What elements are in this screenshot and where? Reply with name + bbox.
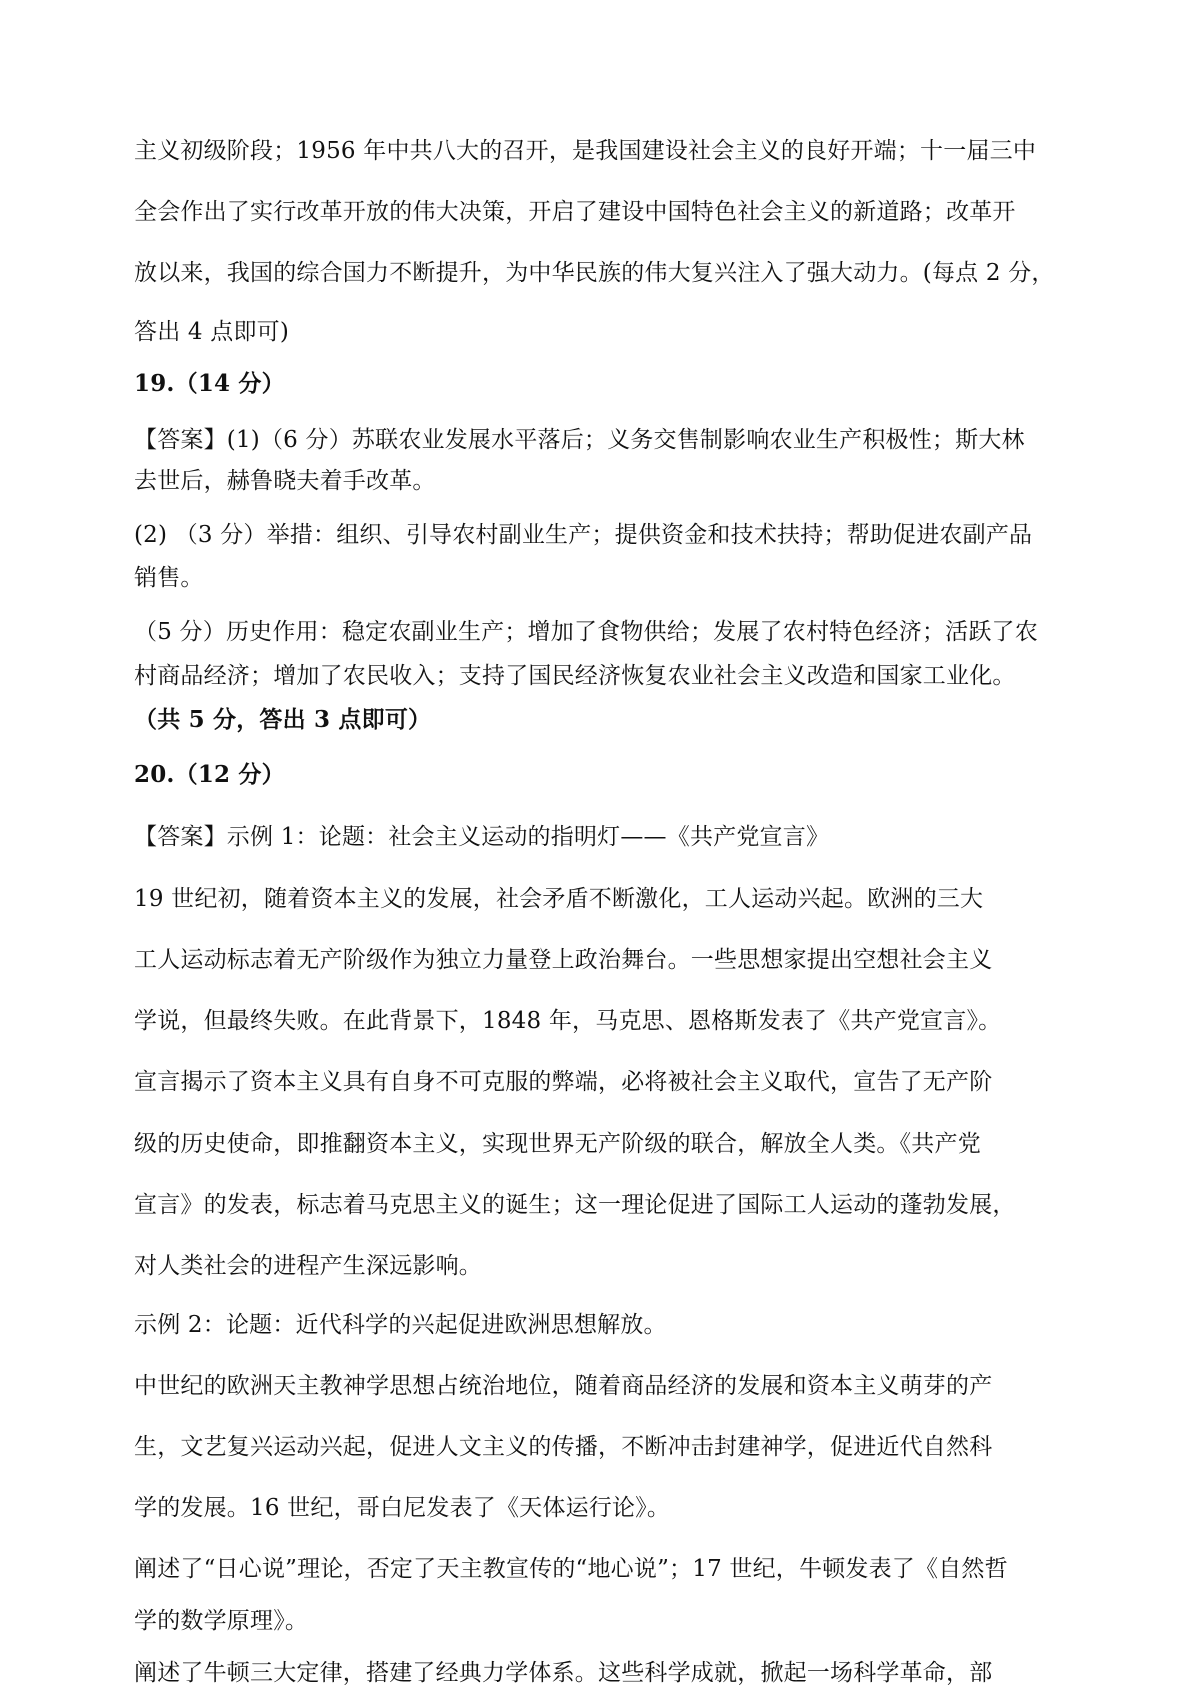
- answer-20-line-15: 阐述了牛顿三大定律，搭建了经典力学体系。这些科学成就，掀起一场科学革命，部: [134, 1660, 993, 1686]
- answer-20-line-2: 19 世纪初，随着资本主义的发展，社会矛盾不断激化，工人运动兴起。欧洲的三大: [134, 886, 984, 912]
- answer-20-line-5: 宣言揭示了资本主义具有自身不可克服的弊端，必将被社会主义取代，宣告了无产阶: [134, 1069, 993, 1095]
- answer-20-line-14: 学的数学原理》。: [134, 1608, 309, 1634]
- answer-19-line-1: 【答案】(1)（6 分）苏联农业发展水平落后；义务交售制影响农业生产积极性；斯大林: [134, 427, 1025, 453]
- answer-20-line-13: 阐述了“日心说”理论，否定了天主教宣传的“地心说”；17 世纪，牛顿发表了《自然哲: [134, 1556, 1008, 1582]
- answer-19-line-4: 销售。: [134, 565, 204, 591]
- answer-20-line-10: 中世纪的欧洲天主教神学思想占统治地位，随着商品经济的发展和资本主义萌芽的产: [134, 1373, 993, 1399]
- answer-20-line-8: 对人类社会的进程产生深远影响。: [134, 1253, 482, 1279]
- answer-19-line-5: （5 分）历史作用：稳定农副业生产；增加了食物供给；发展了农村特色经济；活跃了农: [134, 619, 1038, 645]
- text-line-4: 答出 4 点即可): [134, 319, 290, 345]
- text-line-1: 主义初级阶段；1956 年中共八大的召开，是我国建设社会主义的良好开端；十一届三中: [134, 138, 1037, 164]
- question-20-header: 20.（12 分）: [134, 761, 285, 788]
- text-line-3: 放以来，我国的综合国力不断提升，为中华民族的伟大复兴注入了强大动力。(每点 2 分，: [134, 260, 1055, 286]
- answer-20-line-1: 【答案】示例 1：论题：社会主义运动的指明灯——《共产党宣言》: [134, 824, 830, 850]
- answer-20-line-6: 级的历史使命，即推翻资本主义，实现世界无产阶级的联合，解放全人类。《共产党: [134, 1131, 981, 1157]
- answer-19-line-6: 村商品经济；增加了农民收入；支持了国民经济恢复农业社会主义改造和国家工业化。: [134, 663, 1016, 689]
- answer-19-line-2: 去世后，赫鲁晓夫着手改革。: [134, 468, 436, 494]
- question-19-header: 19.（14 分）: [134, 370, 285, 397]
- answer-20-line-4: 学说，但最终失败。在此背景下，1848 年，马克思、恩格斯发表了《共产党宣言》。: [134, 1008, 1002, 1034]
- answer-20-line-11: 生，文艺复兴运动兴起，促进人文主义的传播，不断冲击封建神学，促进近代自然科: [134, 1434, 993, 1460]
- answer-20-line-3: 工人运动标志着无产阶级作为独立力量登上政治舞台。一些思想家提出空想社会主义: [134, 947, 993, 973]
- answer-19-scoring-note: （共 5 分，答出 3 点即可）: [134, 706, 432, 733]
- text-line-2: 全会作出了实行改革开放的伟大决策，开启了建设中国特色社会主义的新道路；改革开: [134, 199, 1016, 225]
- answer-20-line-12: 学的发展。16 世纪，哥白尼发表了《天体运行论》。: [134, 1495, 671, 1521]
- answer-19-line-3: (2) （3 分）举措：组织、引导农村副业生产；提供资金和技术扶持；帮助促进农副产品: [134, 522, 1033, 548]
- answer-20-line-7: 宣言》的发表，标志着马克思主义的诞生；这一理论促进了国际工人运动的蓬勃发展，: [134, 1192, 1016, 1218]
- answer-20-line-9: 示例 2：论题：近代科学的兴起促进欧洲思想解放。: [134, 1312, 667, 1338]
